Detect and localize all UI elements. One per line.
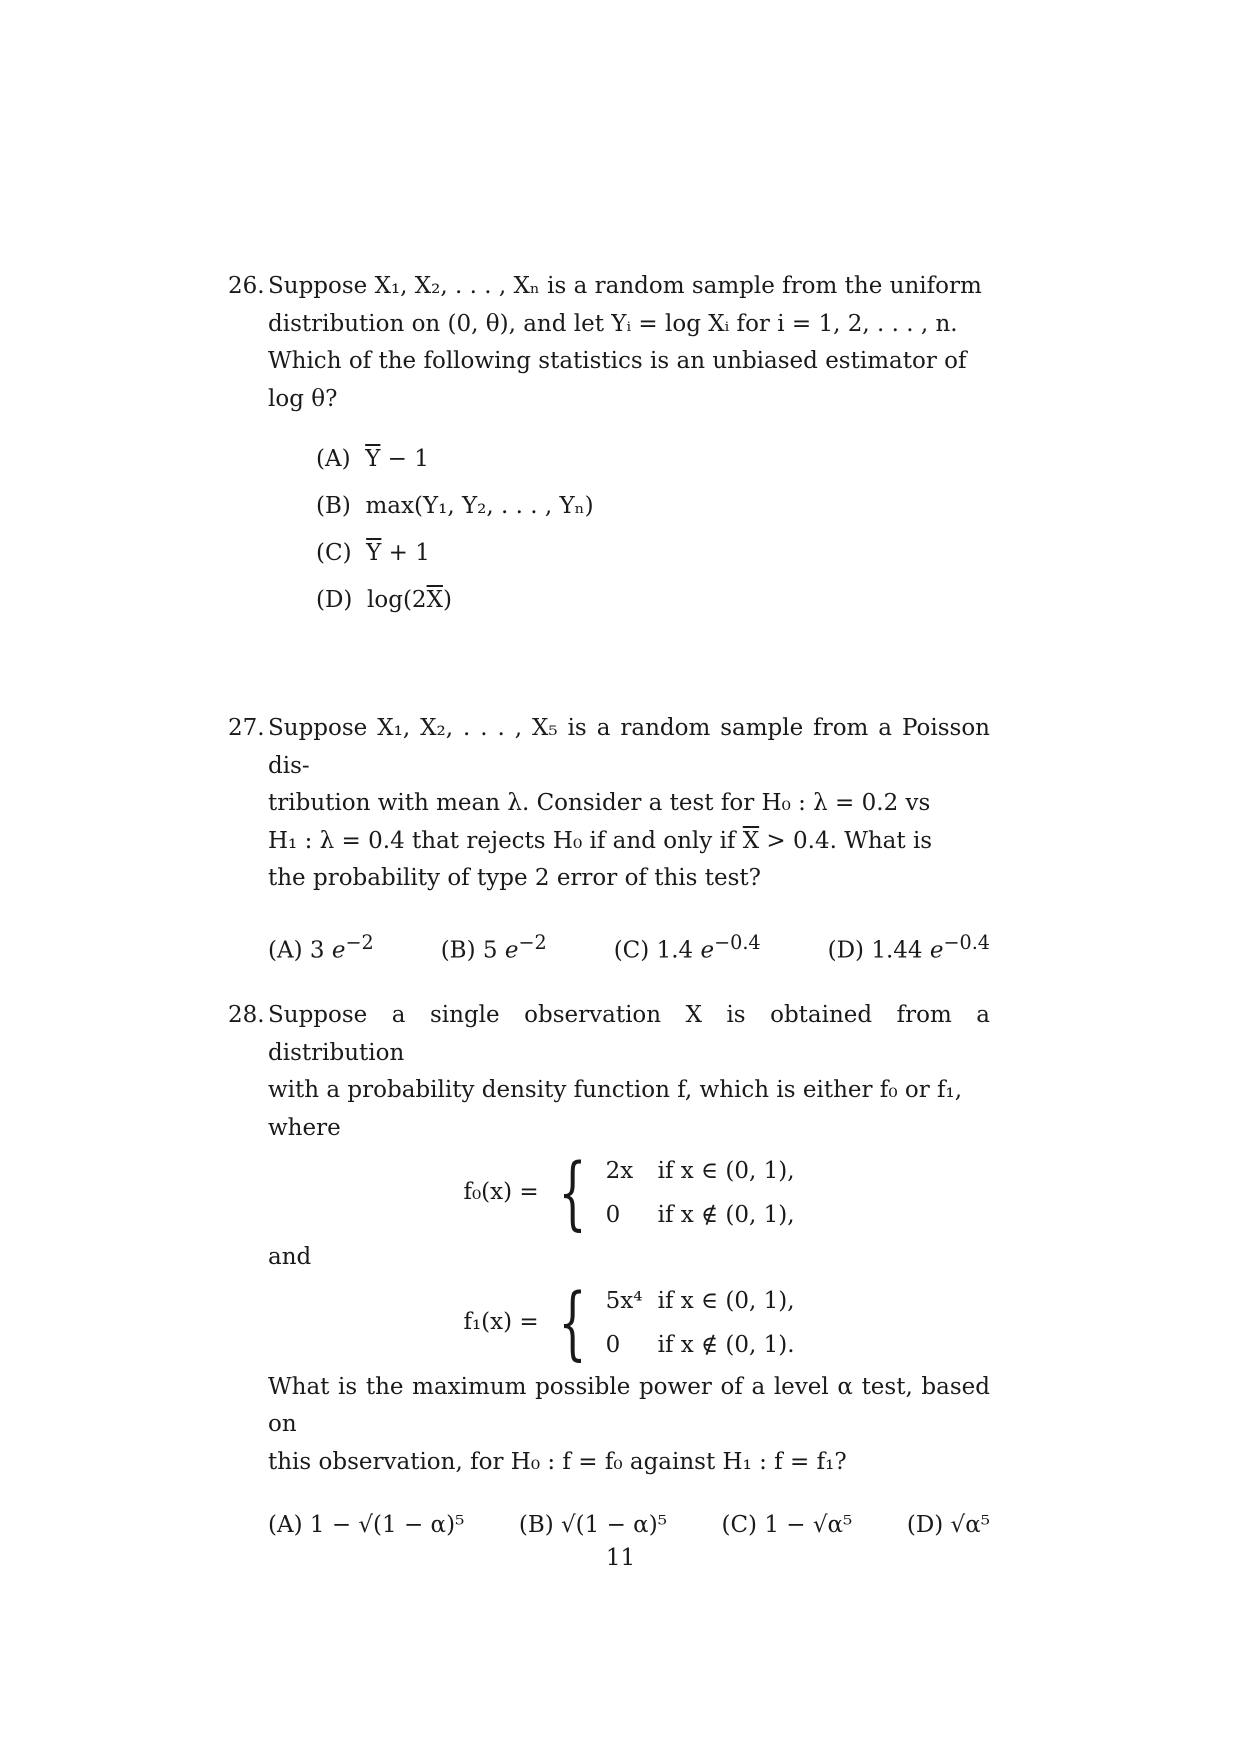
options <box>268 1507 990 1545</box>
options <box>316 436 990 624</box>
stem-line: the probability of type 2 error of this test? <box>268 865 761 891</box>
stem-line: tribution with mean λ. Consider a test for H₀ : λ = 0.2 vs <box>268 790 931 816</box>
stem-text: H₁ : λ = 0.4 that rejects H₀ if and only if <box>268 827 743 854</box>
option-label: (B) <box>440 937 476 964</box>
option-label: (C) <box>316 540 352 566</box>
case-expr: 5x⁴ <box>605 1287 643 1314</box>
option-exponent: −0.4 <box>714 930 761 954</box>
question-number: 27. <box>228 715 265 741</box>
option-label: (A) <box>268 1512 303 1538</box>
stem-line: distribution on (0, θ), and let Yᵢ = log Xᵢ for i = 1, 2, . . . , n. <box>268 310 958 337</box>
question-28 <box>228 997 990 1545</box>
option-d[interactable] <box>316 577 990 624</box>
option-label: (C) <box>613 937 650 964</box>
stem-line: and <box>268 1244 312 1270</box>
option-b[interactable]: (B) 5 $e^{-2}$ <box>440 930 547 964</box>
option-text: log(2 <box>367 587 427 613</box>
cases <box>606 1279 795 1367</box>
left-brace: { <box>558 1275 587 1369</box>
option-label: (B) <box>518 1512 554 1538</box>
option-exponent: −0.4 <box>943 930 990 954</box>
option-coef: 3 <box>309 937 325 964</box>
option-coef: 1.44 <box>871 937 923 964</box>
option-b[interactable] <box>316 483 990 530</box>
option-b[interactable] <box>519 1507 667 1545</box>
stem-text: > 0.4. What is <box>759 827 933 854</box>
piecewise-f0 <box>268 1146 990 1239</box>
piecewise-lhs: f₀(x) = <box>463 1179 539 1206</box>
stem-line: What is the maximum possible power of a level α test, based on <box>268 1373 990 1437</box>
option-label: (D) <box>827 937 864 964</box>
options <box>268 924 990 970</box>
option-label: (A) <box>268 937 303 964</box>
overline-var: $\overline{X}$ <box>426 587 443 613</box>
option-c[interactable] <box>721 1507 852 1545</box>
cases <box>606 1149 795 1237</box>
option-text: max(Y₁, Y₂, . . . , Yₙ) <box>365 493 594 519</box>
option-text: 1 − √α⁵ <box>764 1512 853 1538</box>
case-cond: if x ∉ (0, 1). <box>657 1331 795 1358</box>
stem-line: Suppose X₁, X₂, . . . , X₅ is a random sample from a Poisson dis- <box>268 715 990 779</box>
case-cond: if x ∉ (0, 1), <box>657 1202 795 1228</box>
overline-var: $\overline{Y}$ <box>366 540 382 566</box>
case-expr: 0 <box>605 1331 621 1358</box>
option-coef: 1.4 <box>656 937 694 964</box>
case-expr: 0 <box>605 1202 621 1228</box>
option-text: + 1 <box>381 540 430 566</box>
question-27 <box>228 710 990 970</box>
option-d[interactable]: (D) 1.44 $e^{-0.4}$ <box>827 930 990 964</box>
option-text: √α⁵ <box>950 1512 990 1538</box>
option-text: ) <box>442 587 452 613</box>
question-stem <box>268 710 990 898</box>
question-stem <box>268 1369 990 1482</box>
case-cond: if x ∈ (0, 1), <box>657 1158 795 1184</box>
stem-line: log θ? <box>268 385 338 412</box>
option-label: (C) <box>721 1512 758 1538</box>
case-cond: if x ∈ (0, 1), <box>657 1287 795 1314</box>
option-d[interactable] <box>907 1507 990 1545</box>
overline-var: $\overline{Y}$ <box>365 446 381 472</box>
option-label: (A) <box>316 446 351 472</box>
option-label: (D) <box>316 587 353 613</box>
page-number: 11 <box>605 1545 636 1571</box>
option-c[interactable]: (C) 1.4 $e^{-0.4}$ <box>613 930 761 964</box>
stem-line: with a probability density function f, which is either f₀ or f₁, <box>268 1077 963 1103</box>
option-label: (D) <box>906 1512 944 1538</box>
question-number: 28. <box>228 1002 265 1028</box>
option-coef: 5 <box>482 937 498 964</box>
option-exponent: −2 <box>345 930 374 954</box>
option-text: √(1 − α)⁵ <box>561 1512 667 1538</box>
stem-line: this observation, for H₀ : f = f₀ against H₁ : f = f₁? <box>268 1448 847 1475</box>
option-text: − 1 <box>380 446 429 472</box>
case-expr: 2x <box>605 1158 634 1184</box>
piecewise-f1 <box>268 1275 990 1369</box>
question-26 <box>228 268 990 624</box>
stem-line: Suppose a single observation X is obtained from a distribution <box>268 1002 990 1066</box>
option-a[interactable] <box>316 436 990 483</box>
question-stem <box>268 268 990 418</box>
option-text: 1 − √(1 − α)⁵ <box>309 1512 465 1538</box>
question-stem <box>268 997 990 1147</box>
stem-line: Suppose X₁, X₂, . . . , Xₙ is a random sample from the uniform <box>268 273 982 299</box>
option-c[interactable] <box>316 530 990 577</box>
stem-line: Which of the following statistics is an unbiased estimator of <box>268 348 967 374</box>
overline-var: $\overline{X}$ <box>742 827 760 854</box>
stem-line: where <box>268 1114 341 1141</box>
question-number: 26. <box>228 273 265 299</box>
piecewise-lhs: f₁(x) = <box>463 1308 539 1335</box>
option-a[interactable] <box>268 1507 464 1545</box>
left-brace: { <box>558 1146 587 1239</box>
stem-line <box>268 823 990 861</box>
option-exponent: −2 <box>518 930 547 954</box>
option-label: (B) <box>316 493 351 519</box>
option-a[interactable]: (A) 3 $e^{-2}$ <box>268 930 374 964</box>
